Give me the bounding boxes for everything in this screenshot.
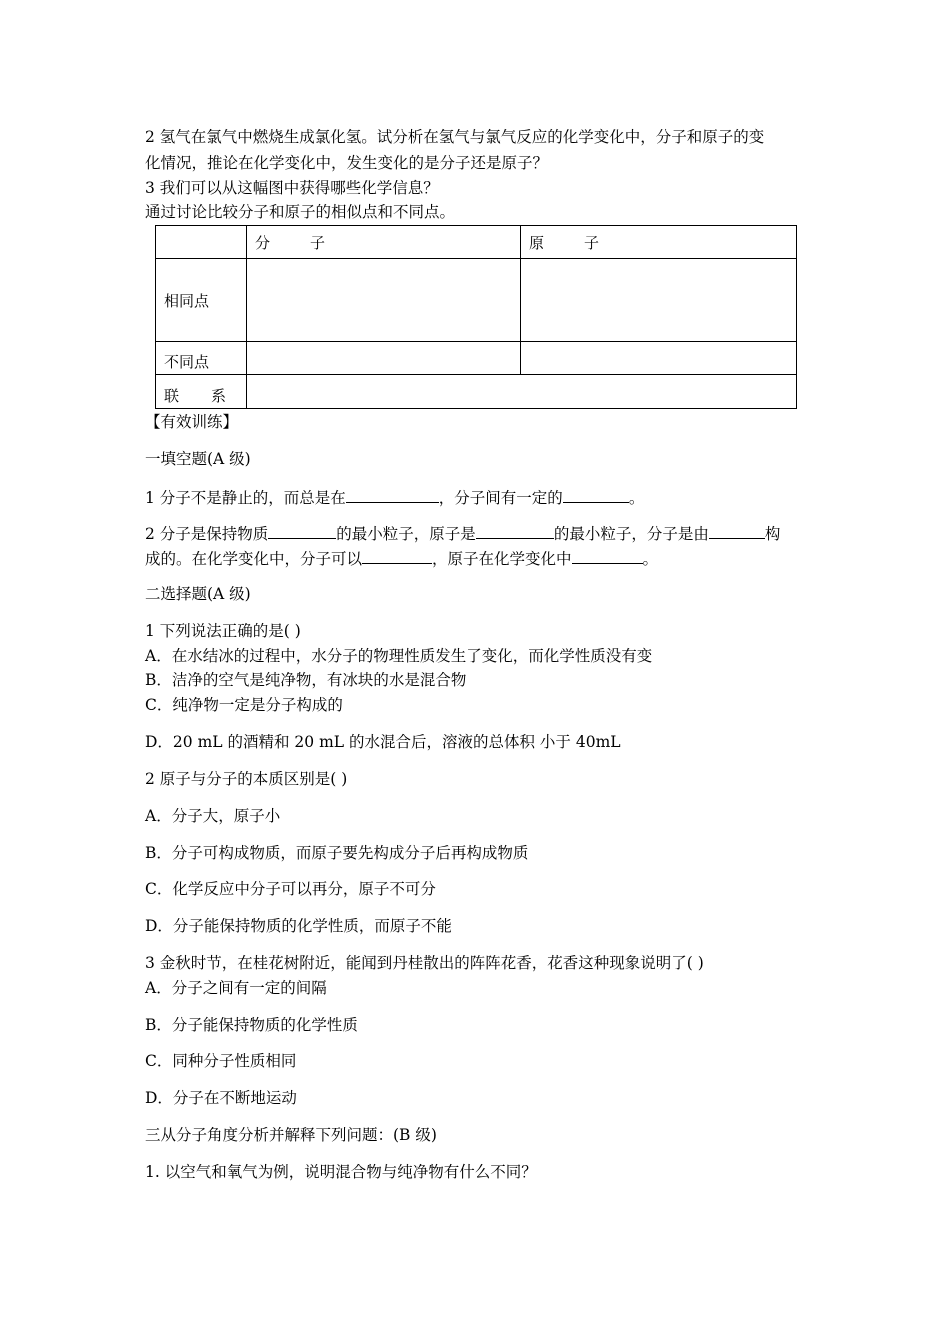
choice-option: C．化学反应中分子可以再分，原子不可分 — [145, 880, 436, 898]
fill-heading: 一填空题(A 级) — [145, 450, 251, 468]
table-row-link — [156, 375, 797, 409]
choice-option: A．分子之间有一定的间隔 — [145, 979, 327, 997]
choice-question-2: 2 原子与分子的本质区别是( ) — [145, 770, 348, 788]
answer-blank[interactable] — [476, 522, 554, 539]
cell-molecule-same — [247, 259, 521, 342]
choice-option: A．在水结冰的过程中，水分子的物理性质发生了变化，而化学性质没有变 — [145, 647, 653, 665]
fill-question-2-line-2: 成的。在化学变化中，分子可以 ，原子在化学变化中 。 — [145, 547, 658, 569]
choice-option: D．分子在不断地运动 — [145, 1089, 297, 1107]
choice-heading: 二选择题(A 级) — [145, 585, 251, 603]
training-heading: 【有效训练】 — [145, 413, 239, 431]
table-corner-cell — [156, 226, 247, 259]
choice-option: B．分子可构成物质，而原子要先构成分子后再构成物质 — [145, 844, 529, 862]
choice-option: B．分子能保持物质的化学性质 — [145, 1016, 358, 1034]
row-label-diff: 不同点 — [156, 342, 247, 375]
comparison-table — [155, 225, 797, 409]
table-row-same — [156, 259, 797, 342]
choice-option: B．洁净的空气是纯净物，有冰块的水是混合物 — [145, 671, 467, 689]
header-molecule: 分 子 — [247, 226, 521, 259]
choice-option: C．同种分子性质相同 — [145, 1052, 297, 1070]
header-atom: 原 子 — [521, 226, 797, 259]
table-row-diff — [156, 342, 797, 375]
cell-link — [247, 375, 797, 409]
choice-option: D．分子能保持物质的化学性质，而原子不能 — [145, 917, 452, 935]
discussion-prompt: 通过讨论比较分子和原子的相似点和不同点。 — [145, 203, 456, 221]
choice-question-3: 3 金秋时节，在桂花树附近，能闻到丹桂散出的阵阵花香，花香这种现象说明了( ) — [145, 954, 704, 972]
cell-atom-diff — [521, 342, 797, 375]
row-label-same: 相同点 — [156, 259, 247, 342]
fill-question-1: 1 分子不是静止的，而总是在 ，分子间有一定的 。 — [145, 486, 644, 508]
answer-blank[interactable] — [572, 547, 643, 564]
question-3: 3 我们可以从这幅图中获得哪些化学信息？ — [145, 179, 439, 197]
choice-option: D．20 mL 的酒精和 20 mL 的水混合后，溶液的总体积 小于 40mL — [145, 733, 621, 751]
cell-atom-same — [521, 259, 797, 342]
answer-blank[interactable] — [268, 522, 336, 539]
table-header-row — [156, 226, 797, 259]
answer-blank[interactable] — [346, 486, 439, 503]
analysis-heading: 三从分子角度分析并解释下列问题：(B 级) — [145, 1126, 437, 1144]
answer-blank[interactable] — [362, 547, 432, 564]
choice-option: A．分子大，原子小 — [145, 807, 281, 825]
question-2-line-1: 2 氢气在氯气中燃烧生成氯化氢。试分析在氢气与氯气反应的化学变化中，分子和原子的变 — [145, 128, 765, 146]
row-label-link: 联 系 — [156, 375, 247, 409]
choice-question-1: 1 下列说法正确的是( ) — [145, 622, 301, 640]
answer-blank[interactable] — [709, 522, 765, 539]
choice-option: C．纯净物一定是分子构成的 — [145, 696, 343, 714]
question-2-line-2: 化情况，推论在化学变化中，发生变化的是分子还是原子？ — [145, 154, 549, 172]
answer-blank[interactable] — [563, 486, 629, 503]
analysis-question-1: 1. 以空气和氧气为例，说明混合物与纯净物有什么不同？ — [145, 1163, 537, 1181]
cell-molecule-diff — [247, 342, 521, 375]
fill-question-2-line-1: 2 分子是保持物质 的最小粒子，原子是 的最小粒子，分子是由 构 — [145, 522, 780, 544]
